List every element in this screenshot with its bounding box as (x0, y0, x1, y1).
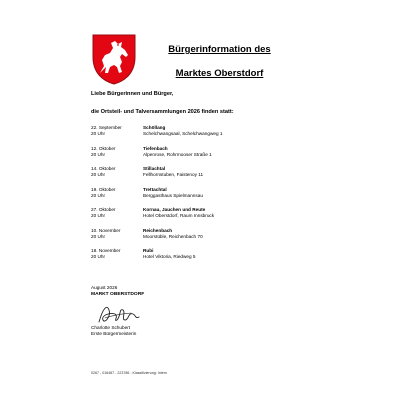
event-venue: Alpenrose, Rohrmooser Straße 1 (143, 151, 212, 157)
event-list (91, 125, 321, 269)
list-item (91, 166, 321, 187)
document-footer: 0267 - 016487 - 223786 - Klassifizierung: Intern (91, 371, 167, 375)
list-item (91, 248, 321, 269)
event-date: 19. Oktober (91, 186, 116, 192)
event-location-name: Stillachtal (143, 166, 166, 171)
signoff-date: August 2026 (91, 285, 118, 290)
event-date: 10. November (91, 227, 121, 233)
event-time: 20 Uhr (91, 254, 106, 259)
event-time: 20 Uhr (91, 131, 106, 136)
signatory-role: Erste Bürgermeisterin (91, 331, 137, 336)
event-date: 14. Oktober (91, 166, 116, 171)
greeting: Liebe Bürgerinnen und Bürger, (91, 91, 174, 97)
event-location-name: Tiefenbach (143, 145, 168, 151)
list-item (91, 228, 321, 249)
signatory-name: Charlotte Schubert (91, 325, 131, 330)
event-venue: Berggasthaus Spielmannsau (143, 192, 203, 198)
intro-text: die Ortsteil- und Talversammlungen 2026 finden statt: (91, 109, 234, 115)
event-location-name: Rubi (143, 248, 154, 253)
event-location-name: Kornau, Jauchen und Reute (143, 207, 206, 212)
event-venue: Hotel Viktoria, Riedweg 5 (143, 254, 196, 259)
list-item (91, 146, 321, 167)
document-title-line2: Marktes Oberstdorf (175, 68, 264, 79)
list-item (91, 187, 321, 208)
list-item (91, 125, 321, 146)
event-location-name: Reichenbach (143, 227, 173, 233)
event-date: 12. Oktober (91, 145, 116, 151)
event-date: 22. September (91, 125, 122, 130)
event-time: 20 Uhr (91, 192, 106, 198)
white-horse-coat-of-arms-icon (91, 33, 137, 85)
document-title-line1: Bürgerinformation des (168, 44, 271, 55)
event-location-name: Schöllang (143, 125, 166, 130)
event-time: 20 Uhr (91, 172, 106, 177)
event-time: 20 Uhr (91, 233, 106, 239)
event-time: 20 Uhr (91, 151, 106, 157)
signoff-organization: MARKT OBERSTDORF (91, 292, 145, 297)
event-date: 18. November (91, 248, 121, 253)
event-venue: Fellhornstuben, Faistenoy 11 (143, 172, 204, 177)
event-date: 27. Oktober (91, 207, 116, 212)
list-item (91, 207, 321, 228)
event-venue: Moorstüble, Reichenbach 70 (143, 233, 203, 239)
event-time: 20 Uhr (91, 213, 106, 218)
event-venue: Hotel Oberstdorf, Raum Innsbruck (143, 213, 215, 218)
event-location-name: Trettachtal (143, 186, 167, 192)
event-venue: Schelchwangsaal, Schelchwangweg 1 (143, 131, 223, 136)
